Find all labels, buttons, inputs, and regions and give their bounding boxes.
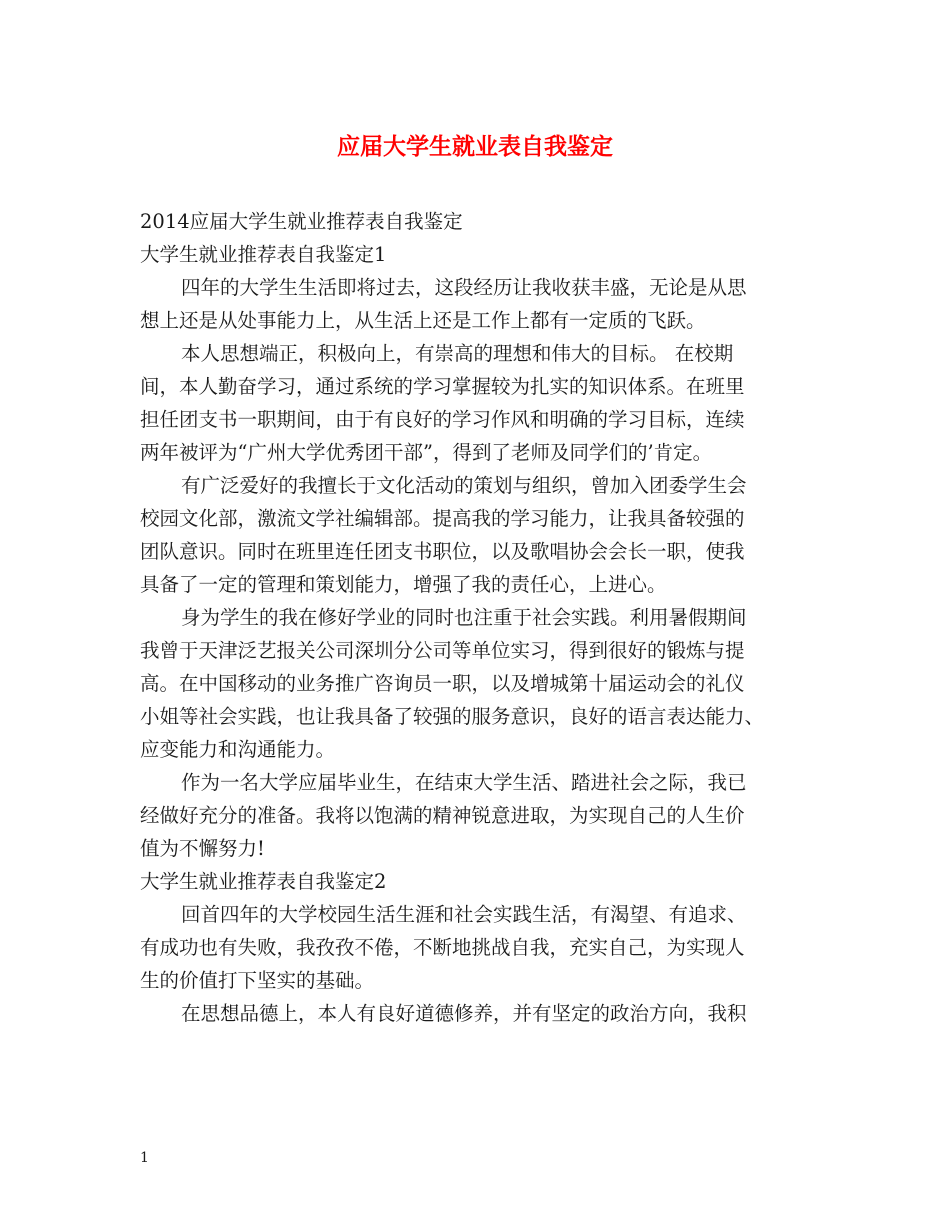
text-line: 间，本人勤奋学习，通过系统的学习掌握较为扎实的知识体系。在班里 — [140, 375, 745, 398]
text-line: 小姐等社会实践，也让我具备了较强的服务意识，良好的语言表达能力、 — [140, 705, 765, 728]
text-line: 四年的大学生生活即将过去，这段经历让我收获丰盛，无论是从思 — [181, 276, 747, 299]
document-title: 应届大学生就业表自我鉴定 — [337, 133, 613, 160]
page-number: 1 — [140, 1150, 149, 1166]
text-line: 身为学生的我在修好学业的同时也注重于社会实践。利用暑假期间 — [181, 606, 747, 629]
text-line: 担任团支书一职期间，由于有良好的学习作风和明确的学习目标，连续 — [140, 408, 745, 431]
text-line: 应变能力和沟通能力。 — [140, 738, 336, 761]
text-line: 具备了一定的管理和策划能力，增强了我的责任心，上进心。 — [140, 573, 667, 596]
text-line: 大学生就业推荐表自我鉴定1 — [140, 243, 387, 266]
text-line: 我曾于天津泛艺报关公司深圳分公司等单位实习，得到很好的锻炼与提 — [140, 639, 745, 662]
text-line: 本人思想端正，积极向上，有崇高的理想和伟大的目标。 在校期 — [181, 342, 734, 365]
text-line: 生的价值打下坚实的基础。 — [140, 969, 375, 992]
text-line: 有成功也有失败，我孜孜不倦，不断地挑战自我，充实自己，为实现人 — [140, 936, 745, 959]
text-line: 团队意识。同时在班里连任团支书职位，以及歌唱协会会长一职，使我 — [140, 540, 745, 563]
text-line: 大学生就业推荐表自我鉴定2 — [140, 870, 387, 893]
text-line: 校园文化部，激流文学社编辑部。提高我的学习能力，让我具备较强的 — [140, 507, 745, 530]
text-line: 两年被评为“广州大学优秀团干部”，得到了老师及同学们的’肯定。 — [140, 441, 713, 464]
text-line: 经做好充分的准备。我将以饱满的精神锐意进取，为实现自己的人生价 — [140, 804, 745, 827]
text-line: 值为不懈努力! — [140, 837, 265, 860]
text-line: 高。在中国移动的业务推广咨询员一职，以及增城第十届运动会的礼仪 — [140, 672, 745, 695]
text-line: 有广泛爱好的我擅长于文化活动的策划与组织，曾加入团委学生会 — [181, 474, 747, 497]
text-line: 2014应届大学生就业推荐表自我鉴定 — [140, 210, 463, 233]
text-line: 回首四年的大学校园生活生涯和社会实践生活，有渴望、有追求、 — [181, 903, 747, 926]
text-line: 作为一名大学应届毕业生，在结束大学生活、踏进社会之际，我已 — [181, 771, 747, 794]
document-body — [140, 205, 840, 1030]
text-line: 想上还是从处事能力上，从生活上还是工作上都有一定质的飞跃。 — [140, 309, 706, 332]
text-line: 在思想品德上，本人有良好道德修养，并有坚定的政治方向，我积 — [181, 1002, 747, 1025]
